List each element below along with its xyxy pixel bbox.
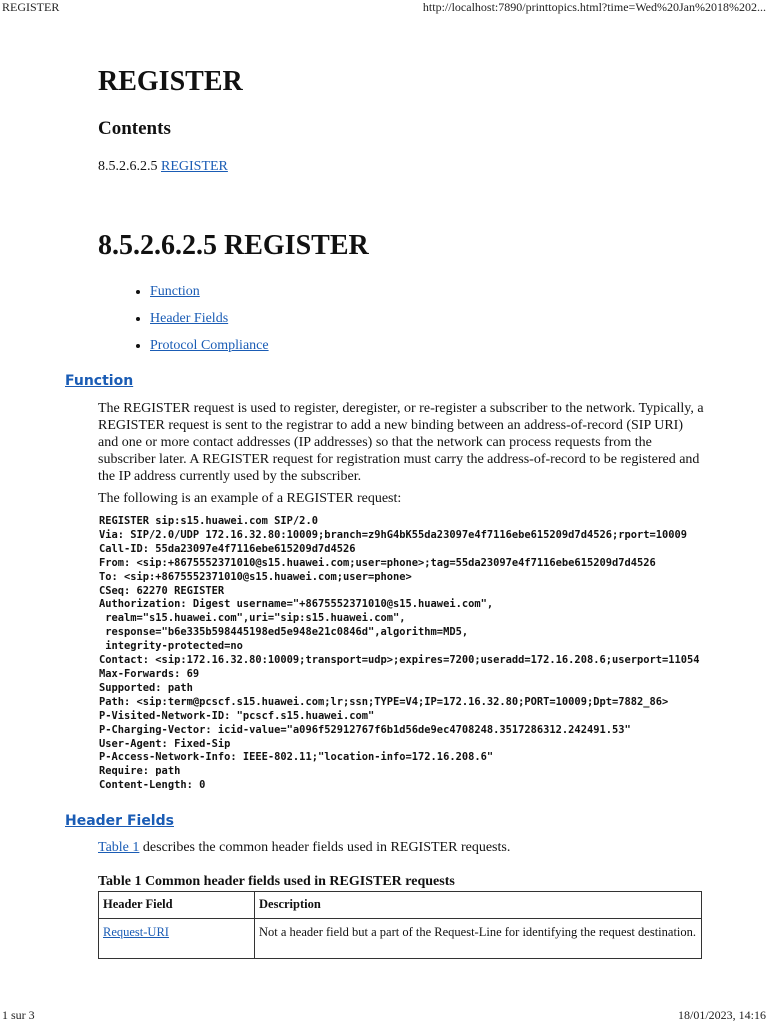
table-row: [99, 919, 702, 959]
print-header-url: http://localhost:7890/printtopics.html?time=Wed%20Jan%2018%202...: [422, 0, 766, 14]
print-footer-datetime: 18/01/2023, 14:16: [677, 1008, 766, 1022]
header-fields-intro-text: describes the common header fields used in REGISTER requests.: [139, 840, 511, 855]
request-uri-link[interactable]: Request-URI: [103, 925, 169, 939]
list-item: [150, 309, 269, 336]
toc-link-register[interactable]: REGISTER: [161, 159, 228, 174]
print-header: [0, 0, 768, 16]
register-example-code: REGISTER sip:s15.huawei.com SIP/2.0 Via: SIP/2.0/UDP 172.16.32.80:10009;branch=z9hG4bK55da23097e4f7116ebe615209d7d4526;rport=10009 Call-ID: 55da23097e4f7116ebe615209d7d4526 From: <sip:+8675552371010@s15.huawei.com;user=phone>;tag=55da23097e4f7116ebe615209d7d4526 To: <sip:+8675552371010@s15.huawei.com;user=phone> CSeq: 62270 REGISTER Authorization: Digest username="+8675552371010@s15.huawei.com", realm="s15.huawei.com",uri="sip:s15.huawei.com", response="b6e335b598445198ed5e948e21c0846d",algorithm=MD5, integrity-protected=no Contact: <sip:172.16.32.80:10009;transport=udp>;expires=7200;useradd=172.16.208.6;userport=11054 Max-Forwards: 69 Supported: path Path: <sip:term@pcscf.s15.huawei.com;lr;ssn;TYPE=V4;IP=172.16.32.80;PORT=10009;Dpt=7882_86> P-Visited-Network-ID: "pcscf.s15.huawei.com" P-Charging-Vector: icid-value="a096f52912767f6b1d56de9ec4708248.3517286312.242491.53" User-Agent: Fixed-Sip P-Access-Network-Info: IEEE-802.11;"location-info=172.16.208.6" Require: path Content-Length: 0: [99, 515, 700, 792]
contents-heading: Contents: [98, 118, 171, 139]
anchor-list: [128, 282, 269, 363]
table-cell-description: Not a header field but a part of the Request-Line for identifying the request destination.: [255, 919, 702, 959]
table-caption: Table 1 Common header fields used in REGISTER requests: [98, 874, 455, 889]
table-header-row: [99, 892, 702, 919]
toc-number: 8.5.2.6.2.5: [98, 159, 158, 174]
print-header-title: REGISTER: [2, 0, 60, 14]
column-header-field: Header Field: [99, 892, 255, 919]
toc-entry: [98, 159, 228, 175]
anchor-link-protocol-compliance[interactable]: Protocol Compliance: [150, 338, 269, 353]
column-header-description: Description: [255, 892, 702, 919]
document-title: REGISTER: [98, 66, 243, 97]
section-title: 8.5.2.6.2.5 REGISTER: [98, 230, 369, 261]
header-fields-heading[interactable]: Header Fields: [65, 813, 174, 829]
function-heading[interactable]: Function: [65, 373, 134, 389]
print-footer: [0, 1008, 768, 1024]
list-item: [150, 336, 269, 363]
print-footer-page: 1 sur 3: [2, 1008, 35, 1022]
header-fields-table: [98, 891, 702, 959]
list-item: [150, 282, 269, 309]
table-cell-field: [99, 919, 255, 959]
anchor-link-header-fields[interactable]: Header Fields: [150, 311, 229, 326]
anchor-link-function[interactable]: Function: [150, 284, 200, 299]
table-1-link[interactable]: Table 1: [98, 840, 140, 855]
example-intro: The following is an example of a REGISTER request:: [98, 491, 402, 506]
header-fields-intro: [98, 839, 704, 856]
function-paragraph: The REGISTER request is used to register, deregister, or re-register a subscriber to the network. Typically, a REGISTER request is sent to the registrar to add a new binding between an address-of-record (SIP URI) and one or more contact addresses (IP addresses) so that the network can process requests from the subscriber later. A REGISTER request for registration must carry the address-of-record to be registered and the IP address currently used by the subscriber.: [98, 401, 704, 484]
